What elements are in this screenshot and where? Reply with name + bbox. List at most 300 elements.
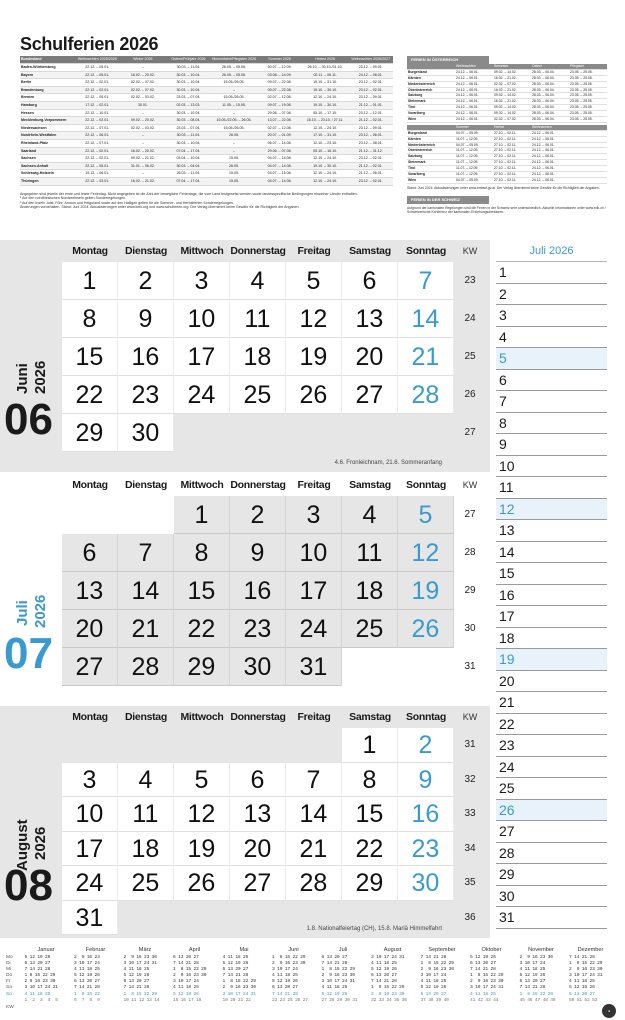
- day-cell[interactable]: [62, 300, 118, 338]
- day-cell[interactable]: [118, 572, 174, 610]
- mini-month-row: 5 12 19 26: [566, 985, 595, 991]
- mini-month-row: 5 12 19 26: [71, 973, 100, 979]
- day-number: 3: [82, 765, 97, 794]
- table-cell: 05.10. – 17.10.: [313, 110, 338, 115]
- day-number: 27: [75, 653, 104, 681]
- mini-month-kw: 15 16 17 18: [170, 997, 202, 1003]
- notes-row[interactable]: 2: [496, 284, 607, 306]
- weekday-header: Samstag: [349, 711, 391, 723]
- table-cell: Niedersachsen: [21, 125, 47, 130]
- day-number: 8: [82, 305, 97, 333]
- mini-month-row: 4 11 18 25: [71, 967, 100, 973]
- day-number: 4: [138, 765, 153, 794]
- day-number: 5: [306, 267, 321, 295]
- day-cell[interactable]: [62, 572, 118, 610]
- table-cell: Schleswig-Holstein: [21, 171, 54, 176]
- table-cell: 02.07. – 12.08.: [267, 95, 292, 100]
- austria-cell: 23.05. – 25.05.: [570, 69, 593, 74]
- austria-cell: Salzburg: [408, 93, 423, 98]
- day-cell[interactable]: [62, 901, 118, 936]
- day-cell: [398, 414, 454, 452]
- table-cell: 23.12. – 02.01.: [358, 156, 383, 161]
- mini-month: [517, 946, 565, 1004]
- mini-month-row: 4 11 18 25: [121, 967, 150, 973]
- austria-cell: 09.02. – 14.02.: [494, 111, 517, 116]
- table-cell: 02.03. – 13.03.: [176, 102, 201, 107]
- austria-cell: 24.12. – 06.01.: [532, 142, 555, 147]
- table-cell: Saarland: [21, 148, 37, 153]
- table-cell: 19.10. – 30.10.: [313, 102, 338, 107]
- day-cell[interactable]: [118, 866, 174, 901]
- day-cell[interactable]: [118, 648, 174, 686]
- notes-row[interactable]: 29: [496, 864, 607, 886]
- month-panel-juli: [0, 474, 490, 704]
- table-row: [20, 110, 393, 118]
- mini-month-kw: 27 28 29 30 31: [319, 997, 358, 1003]
- notes-row[interactable]: 9: [496, 434, 607, 456]
- day-cell[interactable]: [286, 496, 342, 534]
- austria-row: [407, 117, 607, 123]
- day-cell[interactable]: [118, 797, 174, 832]
- notes-row[interactable]: 12: [496, 499, 607, 521]
- day-cell[interactable]: [286, 262, 342, 300]
- week-number: 35: [464, 877, 476, 888]
- austria-cell: 24.12. – 06.01.: [532, 166, 555, 171]
- day-cell[interactable]: [398, 300, 454, 338]
- austria-cell: 27.10. – 02.11.: [494, 148, 517, 153]
- day-number: 22: [75, 381, 104, 409]
- table-cell: 15.05.: [229, 171, 239, 176]
- austria-cell: 24.12. – 06.01.: [456, 81, 479, 86]
- notes-row[interactable]: 31: [496, 907, 607, 929]
- table-cell: 26.03. – 11.04.: [176, 171, 201, 176]
- mini-month-row: 7 14 21 28: [566, 955, 595, 960]
- austria-cell: 24.12. – 06.01.: [532, 154, 555, 159]
- day-cell[interactable]: [174, 610, 230, 648]
- austria-cell: 09.02. – 14.02.: [494, 93, 517, 98]
- weekday-abbrev: Sa: [6, 985, 12, 991]
- table-row: [20, 132, 393, 140]
- day-number: 6: [250, 765, 265, 794]
- notes-row[interactable]: 21: [496, 692, 607, 714]
- table-row: [20, 94, 393, 102]
- austria-cell: Steiermark: [408, 160, 426, 165]
- mini-month-title: Juli: [338, 947, 348, 953]
- mini-month-kw: 19 20 21 22: [220, 997, 251, 1003]
- table-cell: Nordrhein-Westfalen: [21, 133, 57, 138]
- table-cell: –: [141, 140, 144, 145]
- day-number: 23: [411, 834, 440, 863]
- week-number: 27: [464, 509, 476, 520]
- day-cell[interactable]: [286, 534, 342, 572]
- day-cell[interactable]: [398, 866, 454, 901]
- day-cell[interactable]: [342, 338, 398, 376]
- day-cell[interactable]: [230, 610, 286, 648]
- austria-cell: 04.07. – 05.09.: [456, 130, 479, 135]
- notes-row[interactable]: 26: [496, 800, 607, 822]
- day-cell[interactable]: [342, 534, 398, 572]
- day-cell[interactable]: [342, 763, 398, 798]
- notes-row[interactable]: 27: [496, 821, 607, 843]
- day-cell: [230, 901, 286, 936]
- mini-month-row: 5 12 19 26: [22, 955, 51, 960]
- austria-cell: 09.02. – 14.02.: [494, 105, 517, 110]
- day-number: 30: [411, 869, 440, 897]
- mini-month-row: 6 13 20 27: [220, 967, 249, 973]
- month-year-text: 2026: [32, 360, 49, 394]
- day-cell[interactable]: [398, 376, 454, 414]
- table-cell: 21.12. – 02.01.: [358, 118, 383, 123]
- day-number: 16: [243, 577, 272, 605]
- day-cell[interactable]: [118, 338, 174, 376]
- austria-cell: Oberösterreich: [408, 148, 433, 153]
- austria-cell: 24.12. – 06.01.: [532, 148, 555, 153]
- week-number: 31: [464, 661, 476, 672]
- day-cell[interactable]: [398, 832, 454, 867]
- table-cell: 24.12. – 08.01.: [358, 72, 383, 77]
- day-cell[interactable]: [286, 648, 342, 686]
- notes-row[interactable]: 16: [496, 585, 607, 607]
- mini-month-row: 1 8 15 22 29: [566, 961, 603, 967]
- day-cell[interactable]: [118, 376, 174, 414]
- day-number: 29: [355, 869, 384, 897]
- table-header-cell: Sommer 2026: [268, 57, 291, 61]
- austria-cell: 24.12. – 06.01.: [532, 177, 555, 182]
- mini-month: [468, 946, 516, 1004]
- table-cell: 07.04. – 17.04.: [176, 148, 201, 153]
- day-number: 2: [138, 267, 153, 295]
- mini-month-row: 1 8 15 22 29: [418, 961, 454, 967]
- austria-cell: Tirol: [408, 166, 416, 171]
- mini-month-row: 3 10 17 24 31: [467, 985, 504, 991]
- day-cell[interactable]: [174, 496, 230, 534]
- day-cell[interactable]: [174, 832, 230, 867]
- mini-month-row: 4 11 18 25: [517, 967, 546, 973]
- day-cell[interactable]: [118, 832, 174, 867]
- austria-cell: 23.05. – 25.05.: [570, 99, 593, 104]
- austria-header-cell: [407, 125, 455, 130]
- weekday-abbrev: Do: [6, 973, 13, 979]
- day-cell[interactable]: [286, 866, 342, 901]
- day-cell[interactable]: [230, 300, 286, 338]
- day-number: 10: [187, 305, 216, 333]
- day-cell[interactable]: [62, 763, 118, 798]
- table-cell: 09.02. – 21.02.: [130, 156, 155, 161]
- day-cell[interactable]: [342, 572, 398, 610]
- austria-cell: Vorarlberg: [408, 111, 425, 116]
- austria-cell: 24.12. – 06.01.: [456, 93, 479, 98]
- day-cell[interactable]: [62, 414, 118, 452]
- day-number: 22: [187, 615, 216, 643]
- austria-header-cell: Sommer: [456, 124, 469, 129]
- mini-month-row: 4 11 18 25: [566, 979, 595, 985]
- day-cell[interactable]: [62, 262, 118, 300]
- notes-row[interactable]: 6: [496, 370, 607, 392]
- day-number: 8: [194, 539, 209, 567]
- day-number: 29: [187, 653, 216, 681]
- austria-cell: 27.10. – 02.11.: [494, 177, 517, 182]
- week-number: 29: [464, 585, 476, 596]
- day-number: 8: [362, 765, 377, 794]
- mini-month-row: 2 9 16 23 30: [220, 985, 256, 991]
- austria-cell: 28.03. – 06.04.: [532, 81, 555, 86]
- day-cell[interactable]: [230, 763, 286, 798]
- day-cell[interactable]: [398, 610, 454, 648]
- table-cell: 30.01.: [137, 102, 148, 107]
- day-cell[interactable]: [286, 797, 342, 832]
- austria-cell: 23.05. – 25.05.: [570, 117, 593, 122]
- day-number: 14: [299, 800, 328, 828]
- week-number: 25: [464, 351, 476, 362]
- day-cell[interactable]: [342, 866, 398, 901]
- notes-row[interactable]: 22: [496, 714, 607, 736]
- day-cell[interactable]: [286, 300, 342, 338]
- day-cell[interactable]: [286, 832, 342, 867]
- table-cell: 23.12. – 02.01.: [358, 87, 383, 92]
- day-number: 28: [299, 869, 328, 897]
- day-cell[interactable]: [398, 534, 454, 572]
- day-cell[interactable]: [62, 832, 118, 867]
- mini-month-row: 7 14 21 28: [22, 967, 51, 973]
- notes-row[interactable]: 13: [496, 520, 607, 542]
- austria-cell: 24.12. – 06.01.: [456, 105, 479, 110]
- austria-table-2: [407, 125, 607, 184]
- day-cell[interactable]: [174, 262, 230, 300]
- table-cell: 11.05. – 15.05.: [222, 102, 246, 107]
- mini-month-row: 7 14 21 28: [418, 955, 447, 960]
- day-cell[interactable]: [118, 262, 174, 300]
- day-cell[interactable]: [230, 648, 286, 686]
- day-cell[interactable]: [230, 832, 286, 867]
- notes-row[interactable]: 7: [496, 391, 607, 413]
- day-cell[interactable]: [286, 376, 342, 414]
- weekday-abbrev: Mo: [6, 955, 13, 960]
- austria-cell: Wien: [408, 177, 417, 182]
- day-number: 15: [355, 800, 384, 828]
- notes-row[interactable]: 10: [496, 456, 607, 478]
- table-cell: 29.06. – 07.08.: [267, 110, 292, 115]
- notes-row[interactable]: 25: [496, 778, 607, 800]
- day-cell[interactable]: [342, 728, 398, 763]
- day-cell[interactable]: [398, 496, 454, 534]
- month-note: 1.8. Nationalfeiertag (CH), 15.8. Mariä Himmelfahrt: [306, 926, 442, 932]
- day-cell[interactable]: [174, 866, 230, 901]
- notes-row[interactable]: 8: [496, 413, 607, 435]
- austria-cell: 24.12. – 06.01.: [532, 172, 555, 177]
- mini-month-row: 2 9 16 23 30: [467, 979, 504, 985]
- day-number: 19: [299, 343, 328, 371]
- day-cell[interactable]: [230, 496, 286, 534]
- day-cell[interactable]: [230, 338, 286, 376]
- table-cell: 21.12. – 31.12.: [358, 148, 383, 153]
- day-number: 6: [362, 267, 377, 295]
- day-cell[interactable]: [342, 300, 398, 338]
- day-cell[interactable]: [174, 797, 230, 832]
- table-cell: 30.03. – 11.04.: [176, 133, 201, 138]
- day-cell[interactable]: [286, 763, 342, 798]
- table-cell: 26.05.: [229, 163, 239, 168]
- mini-month-row: 6 13 20 27: [368, 973, 397, 979]
- table-cell: –: [141, 171, 144, 176]
- austria-cell: 23.05. – 25.05.: [570, 75, 593, 80]
- day-number: 17: [187, 343, 216, 371]
- day-number: 29: [75, 419, 104, 447]
- notes-row[interactable]: 17: [496, 606, 607, 628]
- table-cell: 05.10. – 16.10.: [313, 148, 338, 153]
- day-cell[interactable]: [174, 338, 230, 376]
- mini-month-row: 7 14 21 28: [368, 979, 397, 985]
- day-cell: [62, 728, 118, 763]
- day-cell[interactable]: [174, 300, 230, 338]
- notes-row[interactable]: 1: [496, 262, 607, 284]
- day-cell[interactable]: [230, 572, 286, 610]
- day-cell[interactable]: [286, 572, 342, 610]
- austria-head: FERIEN IN ÖSTERREICH: [407, 56, 489, 64]
- day-cell[interactable]: [398, 763, 454, 798]
- table-cell: 22.12. – 03.01.: [85, 178, 110, 183]
- day-number: 13: [355, 305, 384, 333]
- day-cell[interactable]: [286, 338, 342, 376]
- day-number: 13: [243, 800, 272, 828]
- mini-month: [567, 946, 615, 1004]
- day-cell[interactable]: [230, 376, 286, 414]
- day-number: 17: [299, 577, 328, 605]
- day-cell[interactable]: [174, 763, 230, 798]
- austria-cell: 24.12. – 06.01.: [456, 69, 479, 74]
- austria-cell: [569, 178, 607, 183]
- table-row: [20, 178, 393, 186]
- day-cell[interactable]: [342, 832, 398, 867]
- day-cell[interactable]: [174, 534, 230, 572]
- day-number: 4: [362, 501, 377, 529]
- day-cell[interactable]: [118, 414, 174, 452]
- day-cell[interactable]: [62, 338, 118, 376]
- day-cell[interactable]: [174, 376, 230, 414]
- day-cell[interactable]: [62, 797, 118, 832]
- austria-cell: 24.12. – 06.01.: [456, 75, 479, 80]
- notes-row[interactable]: 3: [496, 305, 607, 327]
- mini-month-row: 3 10 17 24: [170, 979, 199, 985]
- notes-row[interactable]: 4: [496, 327, 607, 349]
- day-number: 11: [356, 539, 383, 567]
- mini-month-row: 5 12 19 26: [418, 985, 447, 991]
- day-cell[interactable]: [62, 610, 118, 648]
- notes-row[interactable]: 19: [496, 649, 607, 671]
- notes-row[interactable]: 28: [496, 843, 607, 865]
- table-cell: 23.12. – 08.01.: [358, 140, 383, 145]
- day-cell[interactable]: [342, 496, 398, 534]
- mini-month-title: Oktober: [481, 947, 502, 953]
- notes-row[interactable]: 15: [496, 563, 607, 585]
- day-cell[interactable]: [62, 648, 118, 686]
- kw-header: KW: [462, 712, 478, 722]
- day-cell[interactable]: [398, 572, 454, 610]
- weekday-header: Freitag: [297, 479, 331, 491]
- week-number: 30: [464, 623, 476, 634]
- holiday-notes: [20, 192, 393, 210]
- day-cell[interactable]: [230, 797, 286, 832]
- table-cell: Berlin: [21, 80, 32, 85]
- mini-month-kw: 23 24 25 26 27: [269, 997, 308, 1003]
- day-cell[interactable]: [174, 648, 230, 686]
- mini-month-row: 4 11 18 25: [467, 991, 496, 997]
- day-cell[interactable]: [118, 610, 174, 648]
- table-cell: 02.02. – 07.02.: [130, 87, 155, 92]
- day-cell[interactable]: [398, 338, 454, 376]
- day-number: 9: [250, 539, 265, 567]
- table-cell: 15.05./22.05. – 26.05.: [216, 118, 252, 123]
- table-cell: 03.08. – 14.09.: [267, 72, 292, 77]
- day-cell[interactable]: [398, 797, 454, 832]
- day-cell[interactable]: [230, 262, 286, 300]
- austria-cell: [569, 166, 607, 171]
- notes-row[interactable]: 18: [496, 628, 607, 650]
- day-number: 27: [243, 869, 272, 897]
- notes-row[interactable]: 20: [496, 671, 607, 693]
- table-cell: 30.03. – 10.04.: [176, 110, 201, 115]
- day-cell[interactable]: [342, 610, 398, 648]
- table-cell: 23.12. – 02.01.: [358, 80, 383, 85]
- day-cell[interactable]: [62, 376, 118, 414]
- mini-month-row: 1 8 15 22 29: [467, 973, 504, 979]
- day-cell[interactable]: [342, 797, 398, 832]
- austria-cell: Tirol: [408, 105, 416, 110]
- notes-row[interactable]: 11: [496, 477, 607, 499]
- austria-cell: 23.05. – 25.05.: [570, 87, 593, 92]
- notes-row[interactable]: 23: [496, 735, 607, 757]
- day-cell[interactable]: [118, 300, 174, 338]
- austria-cell: 24.12. – 06.01.: [456, 111, 479, 116]
- table-cell: 23.12. – 12.01.: [358, 110, 383, 115]
- day-cell[interactable]: [118, 763, 174, 798]
- day-number: 11: [132, 800, 159, 828]
- notes-row[interactable]: 24: [496, 757, 607, 779]
- table-cell: 30.03. – 10.04.: [176, 140, 201, 145]
- table-cell: Mecklenburg-Vorpommern: [21, 118, 67, 123]
- mini-month-row: 1 8 15 22 29: [319, 967, 355, 973]
- day-number: 24: [187, 381, 216, 409]
- notes-row[interactable]: 14: [496, 542, 607, 564]
- day-number: 24: [75, 869, 104, 897]
- mini-month-title: November: [528, 947, 554, 953]
- table-cell: 22.12. – 05.01.: [85, 65, 110, 69]
- day-cell[interactable]: [398, 728, 454, 763]
- austria-cell: 16.02. – 21.02.: [494, 75, 517, 80]
- day-cell[interactable]: [230, 866, 286, 901]
- day-cell[interactable]: [286, 610, 342, 648]
- mini-month-row: 2 9 16 23 30: [121, 955, 157, 960]
- day-number: 21: [299, 834, 328, 863]
- notes-row[interactable]: 5: [496, 348, 607, 370]
- day-cell[interactable]: [342, 262, 398, 300]
- day-number: 30: [243, 653, 272, 681]
- month-panel-august: [0, 706, 490, 938]
- day-cell[interactable]: [342, 376, 398, 414]
- week-number: 28: [464, 547, 476, 558]
- mini-month-row: 3 10 17 24 31: [368, 955, 405, 960]
- day-cell[interactable]: [62, 866, 118, 901]
- day-cell[interactable]: [174, 572, 230, 610]
- day-cell[interactable]: [398, 262, 454, 300]
- day-cell[interactable]: [62, 534, 118, 572]
- weekday-header: Mittwoch: [180, 245, 224, 257]
- day-cell[interactable]: [230, 534, 286, 572]
- notes-row[interactable]: 30: [496, 886, 607, 908]
- table-row: [20, 102, 393, 110]
- day-cell[interactable]: [118, 534, 174, 572]
- mini-month-row: 3 10 17 24: [71, 961, 100, 967]
- weekday-labels: [6, 955, 20, 998]
